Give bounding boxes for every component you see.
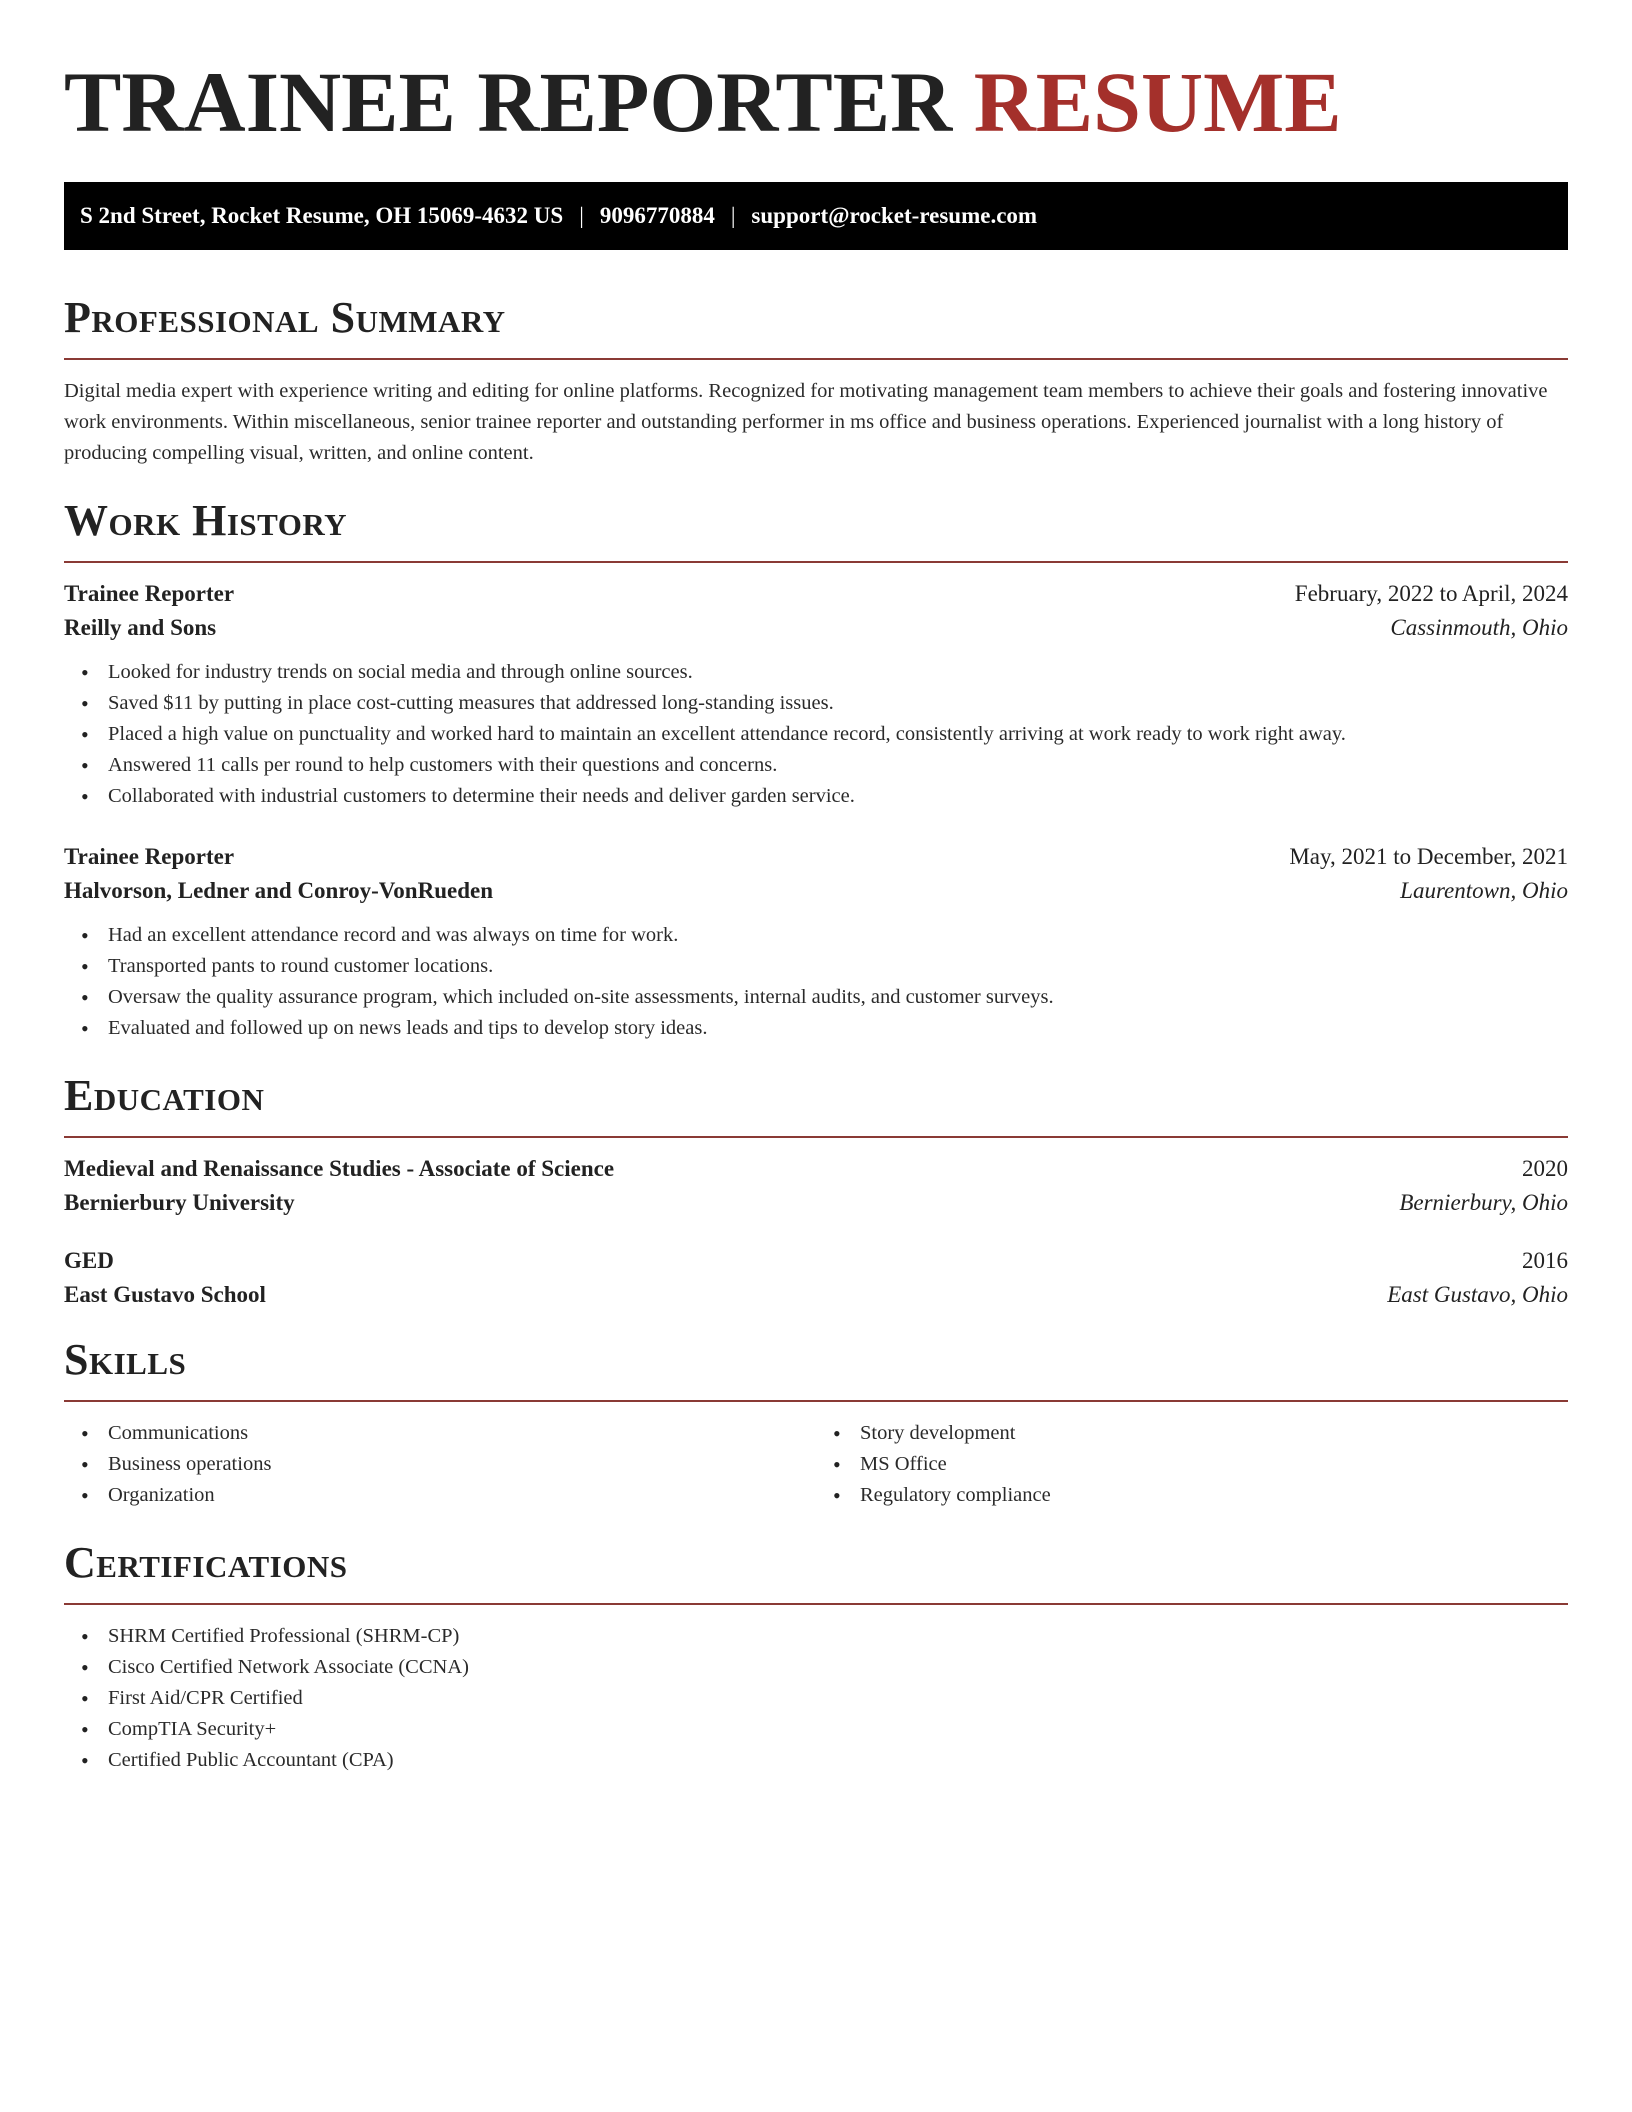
list-item: • Business operations: [64, 1449, 816, 1480]
school-row: [64, 1282, 1568, 1308]
list-item: • Cisco Certified Network Associate (CCNA): [64, 1652, 1568, 1683]
job-company: Reilly and Sons: [64, 615, 217, 640]
list-item: • Placed a high value on punctuality and worked hard to maintain an excellent attendance record, consistently arriving at work ready to work right away.: [64, 719, 1568, 750]
list-item: • Certified Public Accountant (CPA): [64, 1745, 1568, 1776]
job-location: Cassinmouth, Ohio: [1390, 615, 1568, 640]
section-divider: [64, 1136, 1568, 1138]
school-name: Bernierbury University: [64, 1190, 295, 1215]
contact-separator: |: [730, 203, 736, 228]
job-location: Laurentown, Ohio: [1400, 878, 1568, 903]
list-item: • Transported pants to round customer locations.: [64, 951, 1568, 982]
list-item: • Collaborated with industrial customers to determine their needs and deliver garden service.: [64, 781, 1568, 812]
list-item: • Oversaw the quality assurance program, which included on-site assessments, internal audits, and customer surveys.: [64, 982, 1568, 1013]
section-divider: [64, 358, 1568, 360]
section-divider: [64, 1400, 1568, 1402]
list-item: • Organization: [64, 1480, 816, 1511]
resume-title: [64, 52, 1568, 152]
education-entry: [64, 1156, 1568, 1216]
contact-phone: 9096770884: [599, 203, 715, 228]
education-section: [64, 1070, 1568, 1308]
job-entry: [64, 581, 1568, 812]
list-item: • Regulatory compliance: [816, 1480, 1568, 1511]
list-item: • MS Office: [816, 1449, 1568, 1480]
section-heading: Work History: [64, 496, 348, 545]
list-item: • Saved $11 by putting in place cost-cutting measures that addressed long-standing issues.: [64, 688, 1568, 719]
certifications-list: [64, 1621, 1568, 1776]
list-item: • Story development: [816, 1418, 1568, 1449]
list-item: • Answered 11 calls per round to help customers with their questions and concerns.: [64, 750, 1568, 781]
skills-column-right: [816, 1418, 1568, 1511]
job-title: Trainee Reporter: [64, 581, 235, 606]
certifications-section: [64, 1537, 1568, 1776]
list-item: • Looked for industry trends on social media and through online sources.: [64, 657, 1568, 688]
job-dates: May, 2021 to December, 2021: [1289, 844, 1568, 869]
job-bullets: [64, 657, 1568, 812]
school-location: East Gustavo, Ohio: [1387, 1282, 1568, 1307]
school-location: Bernierbury, Ohio: [1399, 1190, 1568, 1215]
list-item: • Communications: [64, 1418, 816, 1449]
skills-section: [64, 1334, 1568, 1511]
education-entry: [64, 1248, 1568, 1308]
skills-column-left: [64, 1418, 816, 1511]
contact-separator: |: [579, 203, 584, 228]
job-company-row: [64, 615, 1568, 641]
job-entry: [64, 844, 1568, 1044]
list-item: • Had an excellent attendance record and was always on time for work.: [64, 920, 1568, 951]
section-divider: [64, 561, 1568, 563]
school-row: [64, 1190, 1568, 1216]
job-title-row: [64, 844, 1568, 870]
title-main: TRAINEE REPORTER: [64, 54, 953, 150]
skills-grid: [64, 1418, 1568, 1511]
degree-name: GED: [64, 1248, 114, 1273]
work-history-section: [64, 495, 1568, 1044]
section-heading: Professional Summary: [64, 293, 506, 342]
degree-row: [64, 1156, 1568, 1182]
contact-email: support@rocket-resume.com: [751, 203, 1038, 228]
job-bullets: [64, 920, 1568, 1044]
job-dates: February, 2022 to April, 2024: [1294, 581, 1568, 606]
degree-year: 2016: [1522, 1248, 1568, 1273]
degree-name: Medieval and Renaissance Studies - Associate of Science: [64, 1156, 615, 1181]
section-heading: Skills: [64, 1335, 187, 1384]
job-company-row: [64, 878, 1568, 904]
title-accent: RESUME: [973, 54, 1342, 150]
summary-section: [64, 292, 1568, 469]
job-title-row: [64, 581, 1568, 607]
section-heading: Education: [64, 1071, 265, 1120]
list-item: • CompTIA Security+: [64, 1714, 1568, 1745]
list-item: • Evaluated and followed up on news leads and tips to develop story ideas.: [64, 1013, 1568, 1044]
list-item: • SHRM Certified Professional (SHRM-CP): [64, 1621, 1568, 1652]
summary-text: Digital media expert with experience writing and editing for online platforms. Recognized for motivating management team members to achieve their goals and fostering innovative work environments. Within miscellaneous, senior trainee reporter and outstanding performer in ms office and business operations. Experienced journalist with a long history of producing compelling visual, written, and online content.: [64, 380, 1548, 464]
degree-row: [64, 1248, 1568, 1274]
contact-address: S 2nd Street, Rocket Resume, OH 15069-4632 US: [80, 203, 564, 228]
degree-year: 2020: [1522, 1156, 1568, 1181]
job-title: Trainee Reporter: [64, 844, 235, 869]
job-company: Halvorson, Ledner and Conroy-VonRueden: [64, 878, 493, 903]
school-name: East Gustavo School: [64, 1282, 266, 1307]
contact-bar: [64, 182, 1568, 250]
section-heading: Certifications: [64, 1538, 348, 1587]
list-item: • First Aid/CPR Certified: [64, 1683, 1568, 1714]
section-divider: [64, 1603, 1568, 1605]
